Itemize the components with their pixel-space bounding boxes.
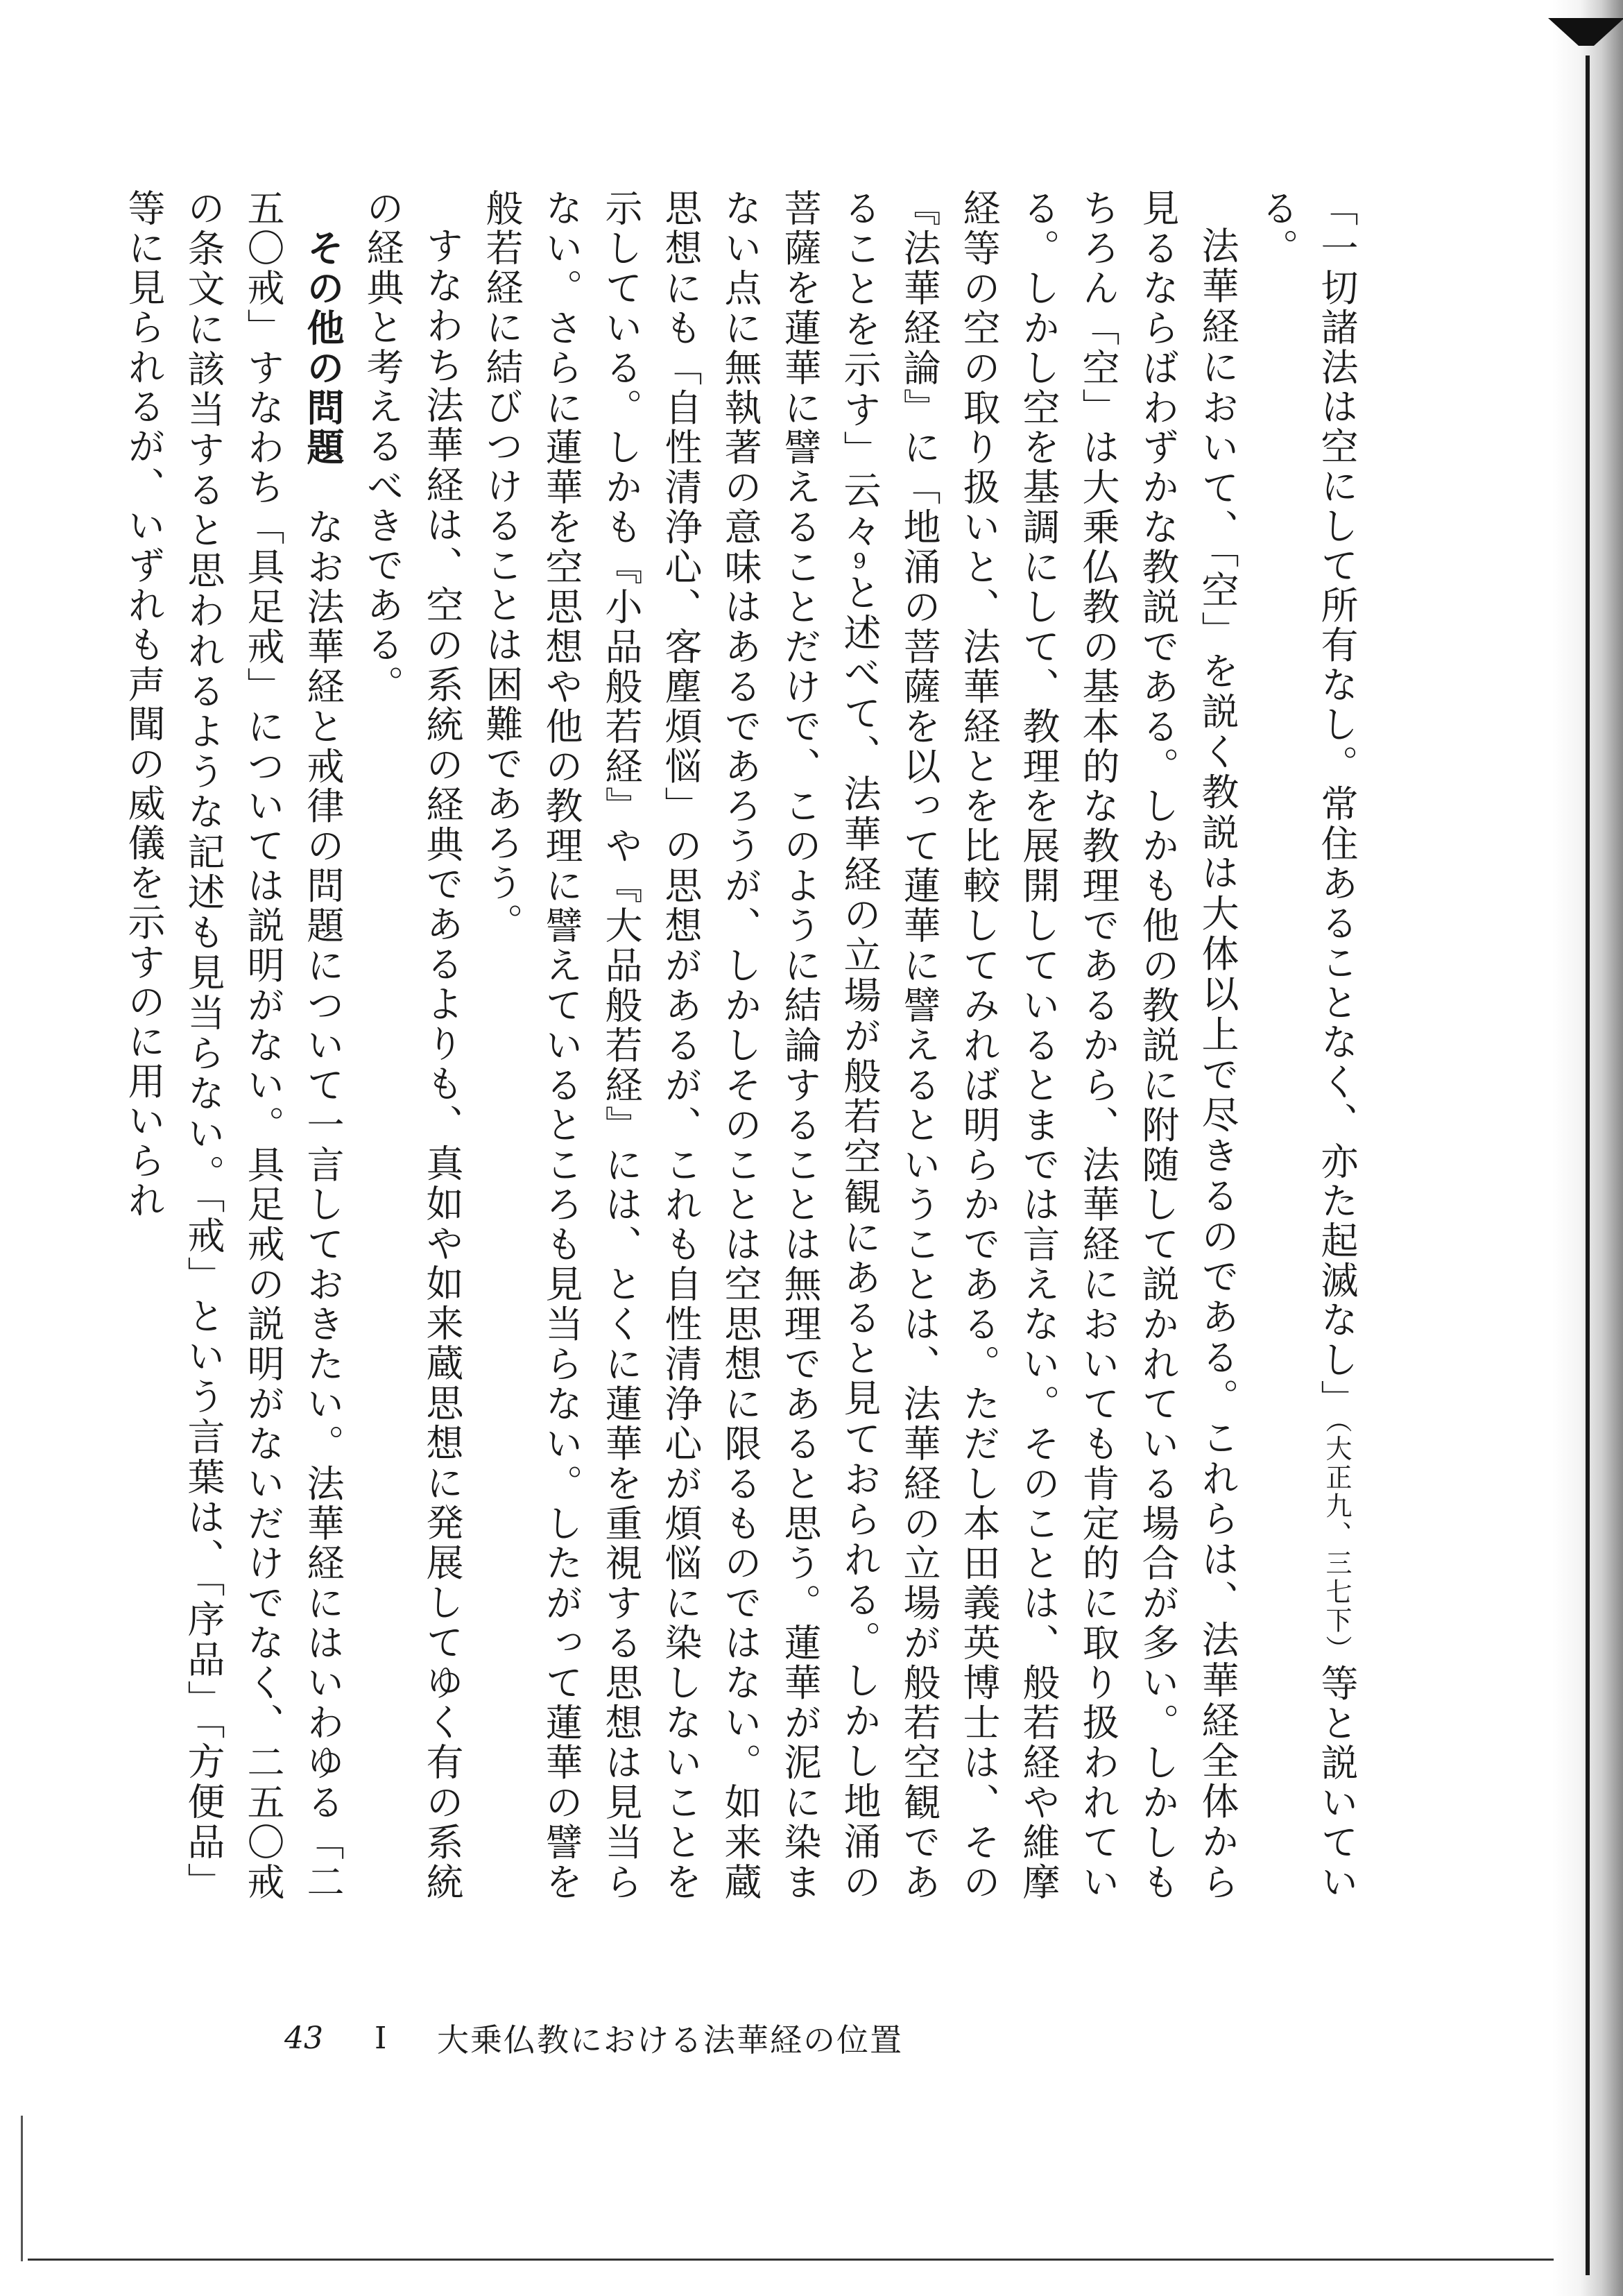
part-numeral: I xyxy=(375,2020,387,2056)
binding-line xyxy=(1586,55,1590,2275)
section-heading: その他の問題 xyxy=(301,228,345,468)
paragraph-2 xyxy=(472,189,1247,1902)
part-title: 大乗仏教における法華経の位置 xyxy=(437,2021,903,2059)
quote: 「一切諸法は空にして所有なし。常住あることなく、亦た起滅なし」 xyxy=(1315,189,1359,1420)
paragraph-1-tail: 等と説いている。 xyxy=(1255,189,1359,1902)
running-footer xyxy=(284,2017,903,2059)
scan-edge-line xyxy=(28,2259,1554,2261)
page-number: 43 xyxy=(284,2020,323,2056)
paragraph-2-text: 法華経において、「空」を説く教説は大体以上で尽きるのである。これらは、法華経全体から見るならばわずかな教説である。しかも他の教説に附随して説かれている場合が多い。しかしもちろん「空」は大乗仏教の基本的な教理であるから、法華経においても肯定的に取り扱われている。しかし空を基調にして、教理を展開しているとまでは言えない。そのことは、般若経や維摩経等の空の取り扱いと、法華経とを比較してみれば明らかである。ただし本田義英博士は、その『法華経論』に「地涌の菩薩を以って蓮華に譬えるということは、法華経の立場が般若空観であることを示す」云々 xyxy=(838,189,1239,1902)
paragraph-1 xyxy=(1247,189,1366,1902)
paragraph-3: すなわち法華経は、空の系統の経典であるよりも、真如や如来蔵思想に発展してゆく有の系統の経典と考えるべきである。 xyxy=(361,189,464,1902)
paragraph-4 xyxy=(114,189,352,1902)
paragraph-4-text: なお法華経と戒律の問題について一言しておきたい。法華経にはいわゆる「二五〇戒」すなわち「具足戒」については説明がない。具足戒の説明がないだけでなく、二五〇戒の条文に該当すると思われるような記述も見当らない。「戒」という言葉は、「序品」「方便品」等に見られるが、いずれも声聞の威儀を示すのに用いられ xyxy=(122,189,345,1903)
citation: （大正九、三七下） xyxy=(1321,1419,1352,1664)
paragraph-2-continued: と述べて、法華経の立場が般若空観にあると見ておられる。しかし地涌の菩薩を蓮華に譬えることだけで、このように結論することは無理であると思う。蓮華が泥に染まない点に無執著の意味はあるであろうが、しかしそのことは空思想に限るものではない。如来蔵思想にも「自性清浄心、客塵煩悩」の思想があるが、これも自性清浄心が煩悩に染しないことを示している。しかも『小品般若経』や『大品般若経』には、とくに蓮華を重視する思想は見当らない。さらに蓮華を空思想や他の教理に譬えているところも見当らない。したがって蓮華の譬を般若経に結びつけることは困難であろう。 xyxy=(480,189,882,1902)
body-text xyxy=(122,189,1366,1903)
scan-left-edge-line xyxy=(21,2116,23,2261)
footnote-ref: 9 xyxy=(852,551,867,572)
